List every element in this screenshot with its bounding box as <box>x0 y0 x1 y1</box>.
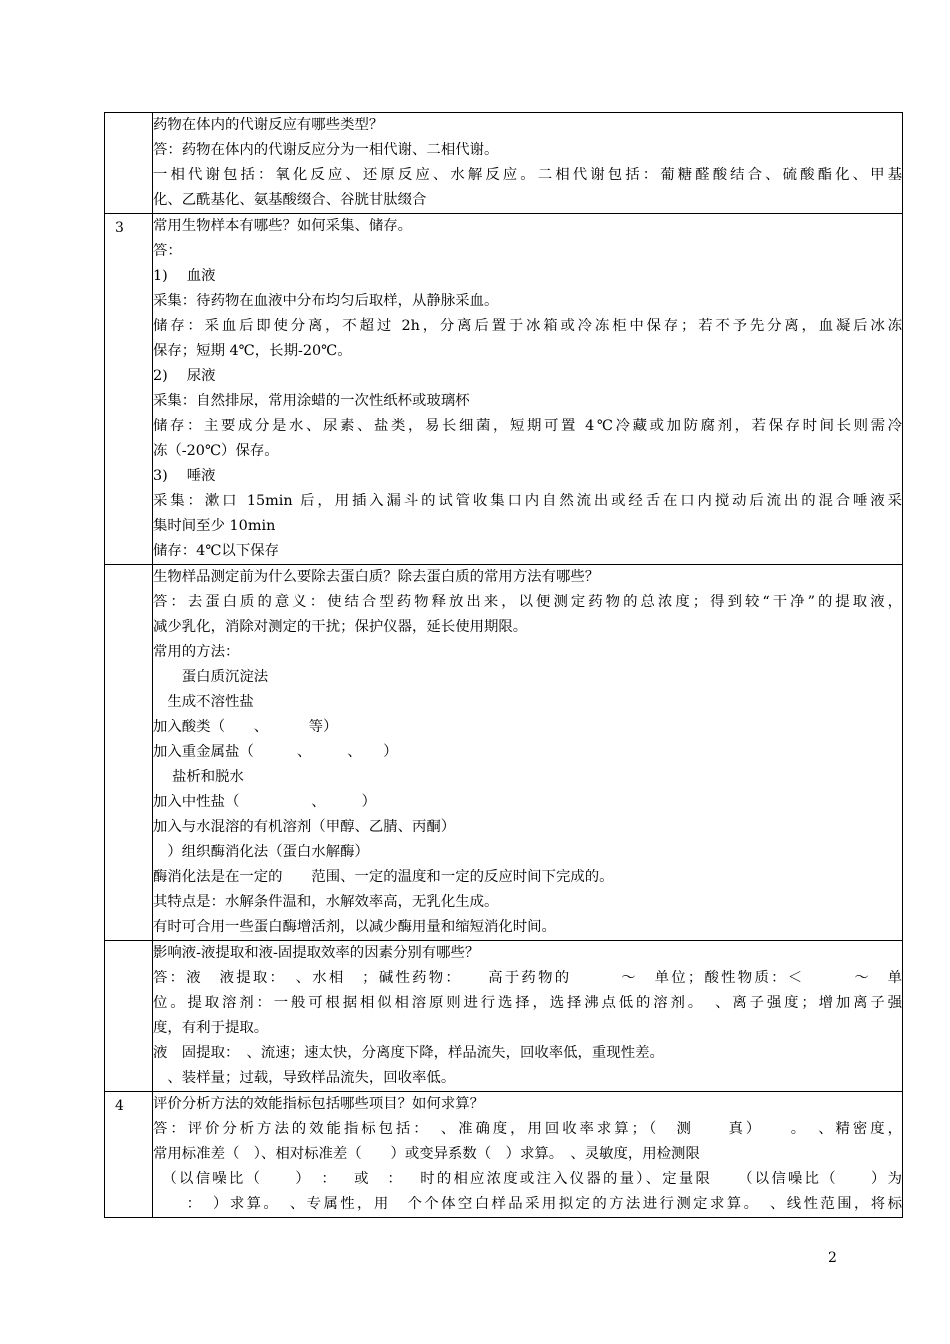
answer-line: 常用的方法： <box>153 644 240 660</box>
answer-line: 酶消化法是在一定的 范围、一定的温度和一定的反应时间下完成的。 <box>153 869 614 885</box>
answer-line: 加入重金属盐（ 、 、 ） <box>153 744 398 760</box>
table-row <box>105 941 903 1092</box>
answer-line: 答：药物在体内的代谢反应分为一相代谢、二相代谢。 <box>153 142 499 158</box>
answer-line: ： ）求算。 、专属性，用 个个体空白样品采用拟定的方法进行测定求算。 、线性范围，将标 <box>153 1196 902 1212</box>
answer-line: 保存；短期 4℃，长期-20℃。 <box>153 343 352 359</box>
answer-cell <box>153 941 903 1092</box>
answer-line: 加入酸类（ 、 等） <box>153 719 338 735</box>
answer-line: 盐析和脱水 <box>153 769 244 785</box>
answer-line: 减少乳化，消除对测定的干扰；保护仪器，延长使用期限。 <box>153 619 528 635</box>
answer-line: ）组织酶消化法（蛋白水解酶） <box>153 844 369 860</box>
answer-cell <box>153 214 903 565</box>
answer-cell <box>153 113 903 214</box>
answer-line: 有时可合用一些蛋白酶增活剂，以减少酶用量和缩短消化时间。 <box>153 919 556 935</box>
question-number <box>105 113 152 137</box>
answer-line: 化、乙酰基化、氨基酸缀合、谷胱甘肽缀合 <box>153 192 427 208</box>
answer-line: 采集：自然排尿，常用涂蜡的一次性纸杯或玻璃杯 <box>153 393 470 409</box>
question-number-cell <box>105 214 153 565</box>
table-row <box>105 1092 903 1218</box>
question-number-cell <box>105 565 153 941</box>
question-text: 评价分析方法的效能指标包括哪些项目？如何求算？ <box>153 1096 484 1112</box>
question-text: 影响液-液提取和液-固提取效率的因素分别有哪些？ <box>153 945 480 961</box>
question-number-cell <box>105 113 153 214</box>
answer-line: 位。提取溶剂：一般可根据相似相溶原则进行选择，选择沸点低的溶剂。 、离子强度；增加离子强 <box>153 995 902 1011</box>
question-number <box>105 565 152 589</box>
answer-line: 其特点是：水解条件温和，水解效率高，无乳化生成。 <box>153 894 499 910</box>
answer-line: 常用标准差（ ）、相对标准差（ ）或变异系数（ ）求算。 、灵敏度，用检测限 <box>153 1146 700 1162</box>
answer-line: 一相代谢包括：氧化反应、还原反应、水解反应。二相代谢包括：葡糖醛酸结合、硫酸酯化、甲基 <box>153 167 902 183</box>
answer-line: 蛋白质沉淀法 <box>153 669 269 685</box>
answer-line: 液 固提取： 、流速；速太快，分离度下降，样品流失，回收率低，重现性差。 <box>153 1045 664 1061</box>
question-number-cell <box>105 1092 153 1218</box>
answer-line: 采集：漱口 15min 后，用插入漏斗的试管收集口内自然流出或经舌在口内搅动后流出的混合唾液采 <box>153 493 902 509</box>
answer-line: 答：液 液提取： 、水相 ；碱性药物： 高于药物的 ～ 单位；酸性物质：＜ ～ 单 <box>153 970 902 986</box>
answer-line: 冻（-20℃）保存。 <box>153 443 279 459</box>
question-number: 4 <box>115 1098 124 1114</box>
answer-line: （以信噪比（ ） ： 或 ： 时的相应浓度或注入仪器的量）、定量限 （以信噪比（ ）为 <box>153 1171 902 1187</box>
page-number: 2 <box>828 1250 837 1266</box>
answer-line: 答：去蛋白质的意义：使结合型药物释放出来，以便测定药物的总浓度；得到较“干净”的提取液， <box>153 594 902 610</box>
list-item-heading: 3) 唾液 <box>153 468 216 484</box>
answer-line: 、装样量；过载，导致样品流失，回收率低。 <box>153 1070 456 1086</box>
table-row <box>105 214 903 565</box>
answer-cell <box>153 1092 903 1218</box>
answer-line: 生成不溶性盐 <box>153 694 254 710</box>
question-text: 常用生物样本有哪些？如何采集、储存。 <box>153 218 413 234</box>
question-number <box>105 941 152 965</box>
question-text: 生物样品测定前为什么要除去蛋白质？除去蛋白质的常用方法有哪些？ <box>153 569 600 585</box>
answer-line: 采集：待药物在血液中分布均匀后取样，从静脉采血。 <box>153 293 499 309</box>
table-row <box>105 113 903 214</box>
qa-table <box>104 112 903 1218</box>
question-text: 药物在体内的代谢反应有哪些类型？ <box>153 117 384 133</box>
answer-line: 度，有利于提取。 <box>153 1020 269 1036</box>
answer-cell <box>153 565 903 941</box>
answer-line: 储存：4℃以下保存 <box>153 543 279 559</box>
answer-line: 加入与水混溶的有机溶剂（甲醇、乙腈、丙酮） <box>153 819 456 835</box>
list-item-heading: 2) 尿液 <box>153 368 216 384</box>
answer-line: 答： <box>153 243 182 259</box>
table-row <box>105 565 903 941</box>
question-number: 3 <box>115 220 124 236</box>
answer-line: 储存：主要成分是水、尿素、盐类，易长细菌，短期可置 4℃冷藏或加防腐剂，若保存时间长则需冷 <box>153 418 902 434</box>
question-number-cell <box>105 941 153 1092</box>
answer-line: 加入中性盐（ 、 ） <box>153 794 377 810</box>
answer-line: 集时间至少 10min <box>153 518 276 534</box>
list-item-heading: 1) 血液 <box>153 268 216 284</box>
answer-line: 答：评价分析方法的效能指标包括： 、准确度，用回收率求算；（ 测 真） 。 、精密度， <box>153 1121 902 1137</box>
answer-line: 储存：采血后即使分离，不超过 2h，分离后置于冰箱或冷冻柜中保存；若不予先分离，血凝后冰冻 <box>153 318 902 334</box>
